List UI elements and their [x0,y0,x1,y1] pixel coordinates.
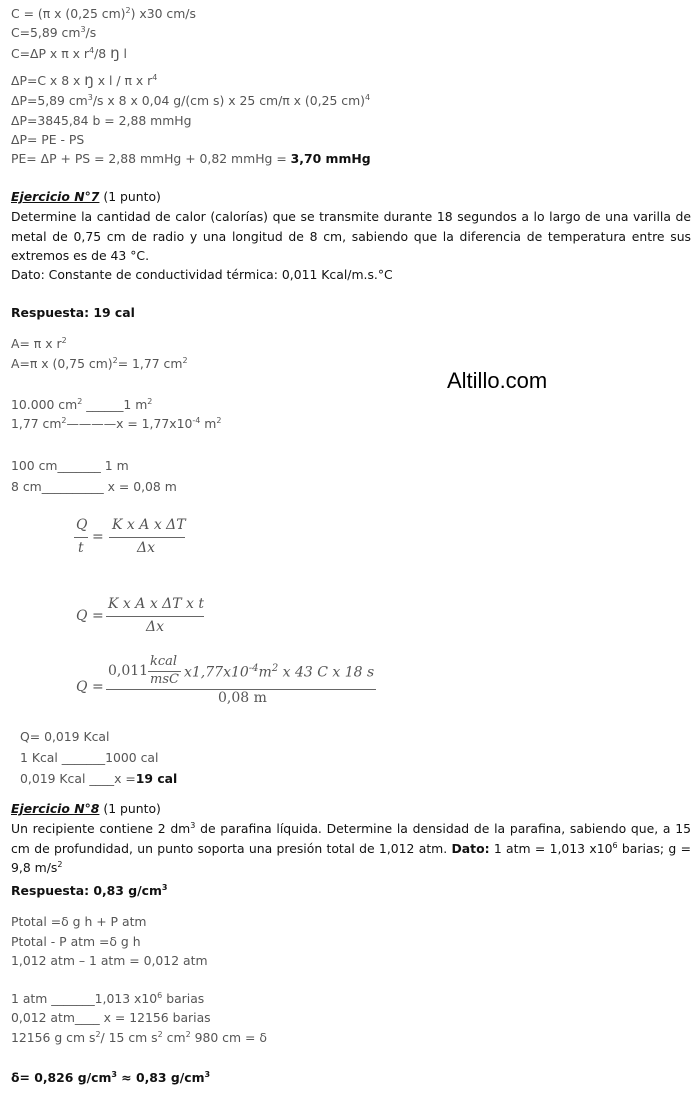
ex7-result-line-3: 0,019 Kcal ____x =19 cal [20,771,178,786]
ex8-density-calc: 12156 g cm $s^2/$ 15 cm $s^2$ $cm^2$ 980 cm = δ [11,1030,267,1045]
ex7-conv-line-1: 10.000 $cm^2$ ______1 $m^2$ [11,397,153,412]
ex7-heading: Ejercicio N°7 (1 punto) [11,189,161,204]
eq2-denominator: Δx [146,619,165,635]
calc-line-4: ΔP=C x 8 x ŋ x l / π x $r^4$ [11,71,158,89]
ex8-conv-line-1: 1 atm _______1,013 $x10^6$ barias [11,991,205,1006]
ex8-pressure-line-1: Ptotal =δ g h + P atm [11,914,147,929]
ex7-result-line-1: Q= 0,019 Kcal [20,729,110,744]
ex8-heading: Ejercicio N°8 (1 punto) [11,801,161,816]
eq2-fraction-bar [106,616,204,617]
eq1-rhs-numerator: K x A x ΔT [112,517,186,533]
calc-line-1: C = (π x (0,25 cm)$^2$) x30 cm/s [11,6,196,21]
ex7-length-line-2: 8 cm__________ x = 0,08 m [11,479,177,494]
eq3-unit-numerator: kcal [150,654,178,669]
eq2-equals: = [92,608,104,624]
eq1-rhs-denominator: Δx [137,540,156,556]
ex7-area-value: A=π x (0,75 cm)$^2$= 1,77 $cm^2$ [11,356,188,371]
eq3-product: $x1,77x10^{-4}m^2$ x 43 C x 18 s [184,663,375,681]
eq1-denominator: t [78,540,84,556]
calc-line-5: ΔP=5,89 $cm^3/s$ x 8 x 0,04 g/(cm s) x 25 cm/π x (0,25 cm)$^4$ [11,93,371,108]
ex8-pressure-line-2: Ptotal - P atm =δ g h [11,934,141,949]
ex7-statement: Determine la cantidad de calor (calorías) que se transmite durante 18 segundos a lo largo de una varilla de metal de 0,75 cm de radio y una longitud de 8 cm, sabiendo que la diferencia de temperatura entre sus extremos es de 43 °C. [11,209,691,263]
calc-line-6: ΔP=3845,84 b = 2,88 mmHg [11,113,192,128]
ex8-conv-line-2: 0,012 atm____ x = 12156 barias [11,1010,211,1025]
ex8-statement: Un recipiente contiene 2 $dm^3$ de parafina líquida. Determine la densidad de la parafina, sabiendo que, a 15 cm de profundidad, un punto soporta una presión total de 1,012 atm. Dato: 1 atm = 1,013 $x10^6$ barias; g = 9,8 $m/s^2$ [11,821,691,875]
eq3-equals: = [92,679,104,695]
eq1-equals: = [92,529,104,545]
calc-line-3: C=ΔP x π x $r^4/8$ ŋ l [11,44,127,62]
ex7-dato: Dato: Constante de conductividad térmica: 0,011 Kcal/m.s.°C [11,267,393,282]
ex8-answer: Respuesta: 0,83 $g/cm^3$ [11,883,168,898]
ex7-length-line-1: 100 cm_______ 1 m [11,458,129,473]
eq2-lhs: Q [76,608,88,624]
ex8-pressure-line-3: 1,012 atm – 1 atm = 0,012 atm [11,953,208,968]
ex8-final-result: δ= 0,826 $g/cm^3 \approx 0,83$ $g/cm^3$ [11,1070,211,1085]
calc-line-8: PE= ΔP + PS = 2,88 mmHg + 0,82 mmHg = 3,70 mmHg [11,151,371,166]
eq2-numerator: K x A x ΔT x t [108,596,205,612]
ex7-conv-line-2: 1,77 $cm^2————x = 1,77x10^{-4}$ $m^2$ [11,416,222,431]
calc-line-2: C=5,89 $cm^3/s$ [11,25,97,40]
eq3-coefficient: 0,011 [108,663,149,679]
ex7-answer: Respuesta: 19 cal [11,305,135,320]
ex7-result-line-2: 1 Kcal _______1000 cal [20,750,159,765]
watermark: Altillo.com [447,368,548,393]
eq1-numerator: Q [76,517,88,533]
eq3-unit-denominator: msC [150,672,179,687]
eq3-lhs: Q [76,679,88,695]
eq3-denominator: 0,08 m [218,690,267,706]
calc-line-7: ΔP= PE - PS [11,132,85,147]
eq1-fraction-bar-left [74,537,88,538]
eq1-fraction-bar-right [109,537,185,538]
ex7-area-formula: A= π x $r^2$ [11,336,67,351]
